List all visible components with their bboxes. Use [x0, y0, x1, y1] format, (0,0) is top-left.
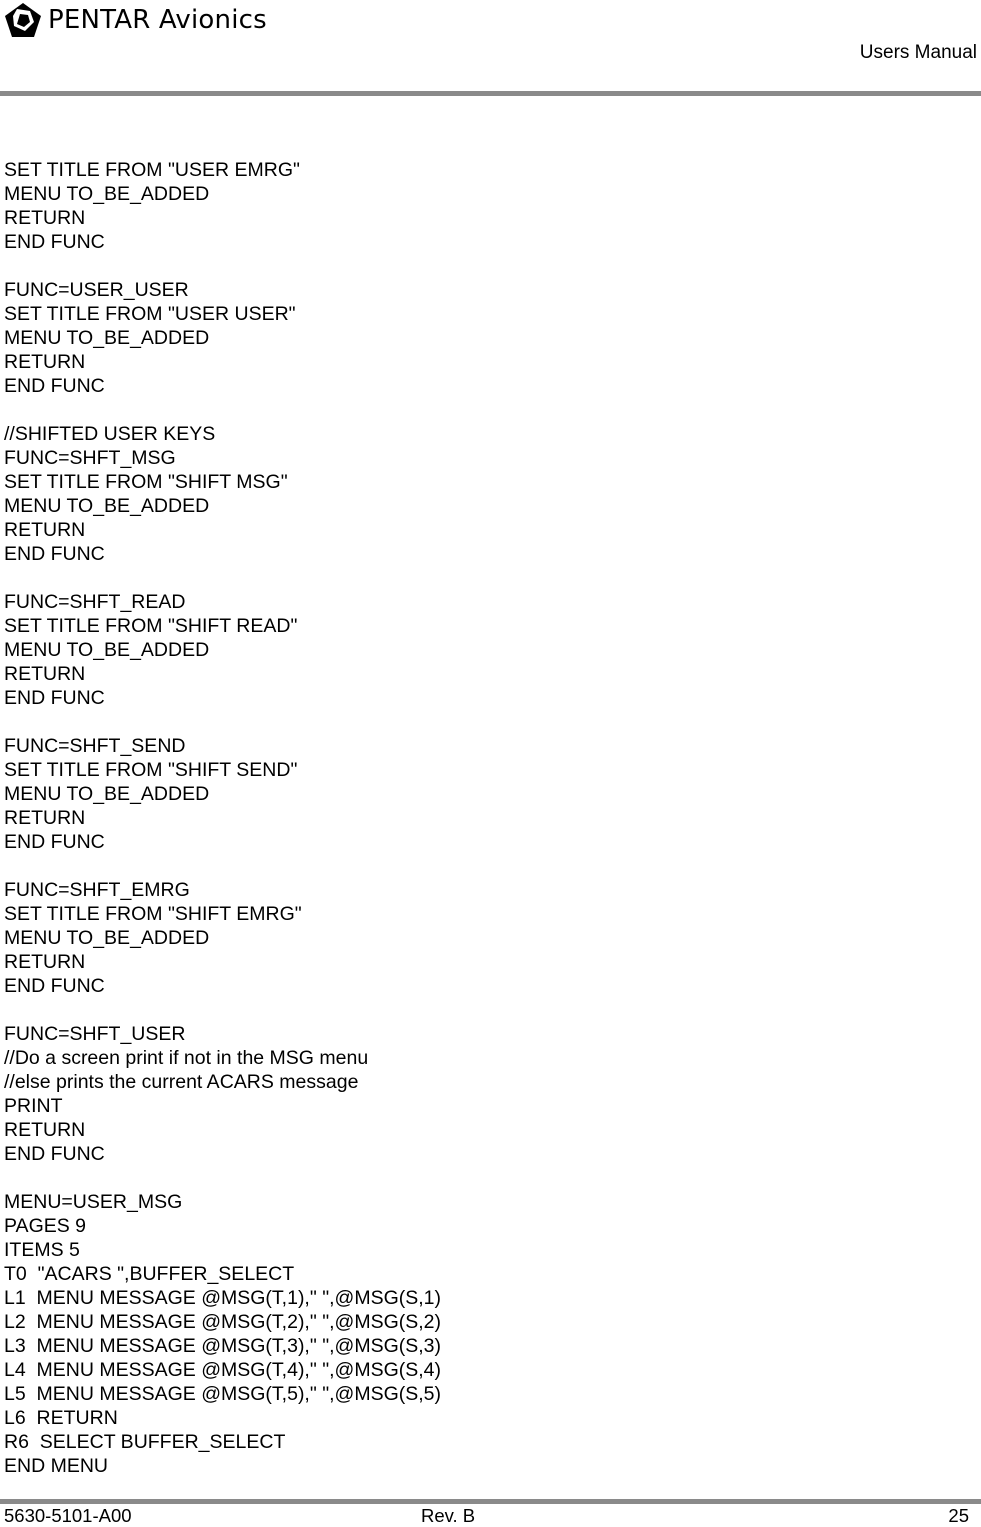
code-line: MENU TO_BE_ADDED — [4, 183, 210, 205]
code-line: PRINT — [4, 1095, 63, 1117]
company-name: PENTAR Avionics — [48, 5, 267, 35]
code-line: MENU TO_BE_ADDED — [4, 639, 210, 661]
code-line — [4, 710, 441, 734]
page-number: 25 — [948, 1505, 969, 1526]
code-line: END FUNC — [4, 543, 105, 565]
code-line — [4, 566, 441, 590]
code-line: FUNC=SHFT_MSG — [4, 447, 176, 469]
code-line: MENU TO_BE_ADDED — [4, 327, 210, 349]
code-line: FUNC=USER_USER — [4, 279, 189, 301]
code-line: SET TITLE FROM "USER USER" — [4, 303, 296, 325]
code-line — [4, 1166, 441, 1190]
code-line: L4 MENU MESSAGE @MSG(T,4)," ",@MSG(S,4) — [4, 1359, 441, 1381]
code-line: END FUNC — [4, 1143, 105, 1165]
code-line — [4, 398, 441, 422]
code-line: SET TITLE FROM "SHIFT SEND" — [4, 759, 298, 781]
code-line: MENU=USER_MSG — [4, 1191, 183, 1213]
code-line: FUNC=SHFT_USER — [4, 1023, 186, 1045]
code-line: RETURN — [4, 351, 86, 373]
code-line: ITEMS 5 — [4, 1239, 80, 1261]
code-line: RETURN — [4, 1119, 86, 1141]
company-logo — [4, 2, 267, 38]
code-line: RETURN — [4, 807, 86, 829]
code-line: PAGES 9 — [4, 1215, 87, 1237]
code-line: RETURN — [4, 951, 86, 973]
code-line: T0 "ACARS ",BUFFER_SELECT — [4, 1263, 295, 1285]
code-line: END FUNC — [4, 375, 105, 397]
code-line: MENU TO_BE_ADDED — [4, 495, 210, 517]
code-line: SET TITLE FROM "SHIFT READ" — [4, 615, 298, 637]
code-line — [4, 854, 441, 878]
header-divider — [0, 91, 981, 96]
document-number: 5630-5101-A00 — [4, 1505, 132, 1526]
code-line: L6 RETURN — [4, 1407, 118, 1429]
code-line — [4, 998, 441, 1022]
code-line: END FUNC — [4, 975, 105, 997]
code-line: //else prints the current ACARS message — [4, 1071, 359, 1093]
code-line: MENU TO_BE_ADDED — [4, 783, 210, 805]
revision-label: Rev. B — [421, 1505, 476, 1526]
code-line: RETURN — [4, 207, 86, 229]
code-line: END FUNC — [4, 231, 105, 253]
footer-divider — [0, 1499, 981, 1504]
code-line: //Do a screen print if not in the MSG menu — [4, 1047, 369, 1069]
code-line: L5 MENU MESSAGE @MSG(T,5)," ",@MSG(S,5) — [4, 1383, 441, 1405]
code-line: RETURN — [4, 519, 86, 541]
code-line: //SHIFTED USER KEYS — [4, 423, 216, 445]
code-line: L2 MENU MESSAGE @MSG(T,2)," ",@MSG(S,2) — [4, 1311, 441, 1333]
code-line: R6 SELECT BUFFER_SELECT — [4, 1431, 286, 1453]
page-header — [0, 0, 981, 98]
code-line: SET TITLE FROM "SHIFT EMRG" — [4, 903, 302, 925]
code-line: SET TITLE FROM "SHIFT MSG" — [4, 471, 288, 493]
code-line: L3 MENU MESSAGE @MSG(T,3)," ",@MSG(S,3) — [4, 1335, 441, 1357]
code-line: FUNC=SHFT_EMRG — [4, 879, 190, 901]
code-line: MENU TO_BE_ADDED — [4, 927, 210, 949]
pentar-pentagon-logo-icon — [4, 2, 42, 38]
document-title: Users Manual — [859, 42, 977, 63]
code-line — [4, 254, 441, 278]
code-line: END FUNC — [4, 831, 105, 853]
code-line: END MENU — [4, 1455, 109, 1477]
code-line: L1 MENU MESSAGE @MSG(T,1)," ",@MSG(S,1) — [4, 1287, 441, 1309]
code-line: END FUNC — [4, 687, 105, 709]
code-line: FUNC=SHFT_READ — [4, 591, 186, 613]
code-line: SET TITLE FROM "USER EMRG" — [4, 159, 300, 181]
script-listing — [4, 158, 441, 1478]
code-line: FUNC=SHFT_SEND — [4, 735, 186, 757]
code-line: RETURN — [4, 663, 86, 685]
